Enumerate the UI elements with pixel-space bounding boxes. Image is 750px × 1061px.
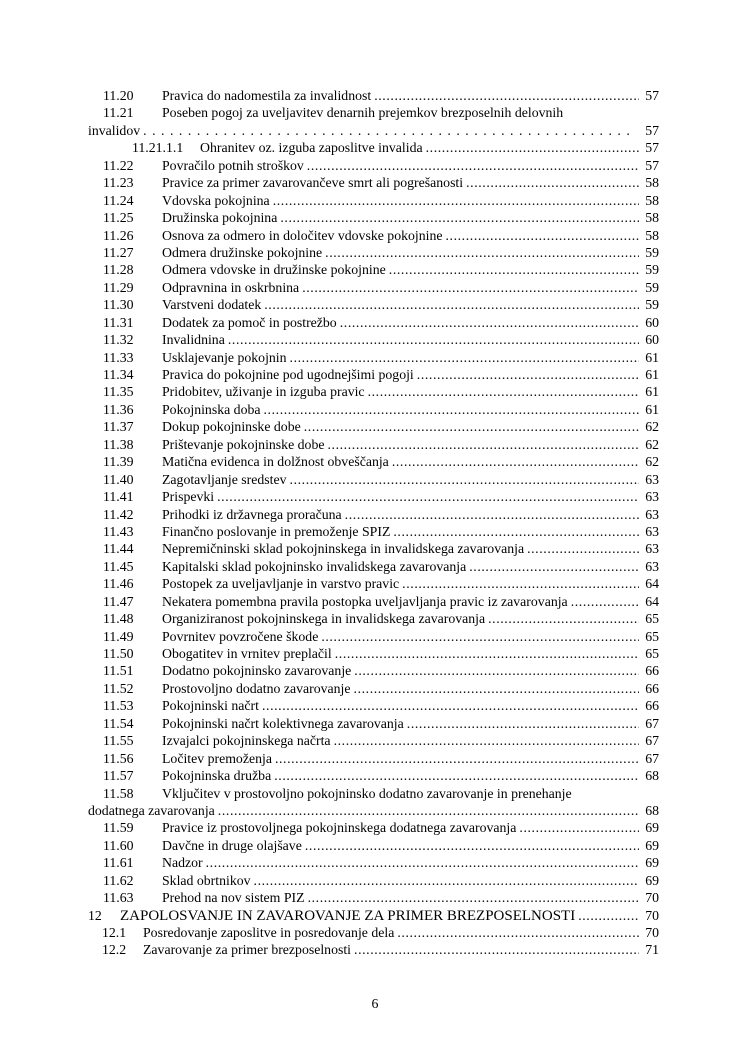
toc-entry-title: Pravica do nadomestila za invalidnost [162,88,372,103]
dot-leader [426,139,639,156]
toc-entry-page: 67 [645,715,659,731]
toc-entry[interactable] [88,418,659,435]
toc-entry-page: 71 [645,942,659,958]
toc-entry-title: Dodatno pokojninsko zavarovanje [162,663,352,679]
toc-entry-title: Organiziranost pokojninskega in invalidskega zavarovanja [162,611,486,627]
dot-leader [290,349,639,366]
toc-entry-title: Osnova za odmero in določitev vdovske pokojnine [162,227,443,243]
dot-leader [321,628,639,645]
toc-entry[interactable] [88,523,659,540]
toc-entry[interactable] [88,453,659,470]
toc-entry[interactable] [88,122,659,139]
toc-entry-number: 11.54 [103,715,134,731]
toc-entry[interactable] [88,750,659,767]
dot-leader [345,506,639,523]
toc-entry-number: 11.50 [103,646,134,661]
toc-entry-number: 11.55 [103,733,134,749]
toc-entry-title: Finančno poslovanje in premoženje SPIZ [162,523,391,539]
toc-entry-title: Ohranitev oz. izguba zaposlitve invalida [200,140,423,156]
toc-entry-title: Pokojninska družba [162,768,272,784]
dot-leader [305,837,639,854]
dot-leader [578,907,639,924]
toc-entry-number: 12.2 [102,942,127,958]
toc-entry-page: 61 [645,349,659,365]
toc-entry-title: Povrnitev povzročene škode [162,628,319,644]
toc-entry[interactable] [88,680,659,697]
dot-leader [273,192,639,209]
toc-entry-page: 58 [645,227,659,243]
toc-entry-page: 57 [645,140,659,156]
toc-entry-title: ZAPOLOSVANJE IN ZAVAROVANJE ZA PRIMER BREZPOSELNOSTI [120,907,576,924]
dot-leader [445,227,639,244]
toc-entry-title: Pravice za primer zavarovančeve smrt ali pogrešanosti [162,175,464,191]
toc-entry[interactable] [88,785,659,802]
toc-entry-page: 63 [645,541,659,557]
toc-entry-number: 11.26 [103,227,134,243]
toc-entry[interactable] [88,227,659,244]
toc-entry-title: Dodatek za pomoč in postrežbo [162,314,337,330]
toc-entry-page: 66 [645,663,659,679]
toc-entry-page: 65 [645,611,659,627]
toc-entry-page: 60 [645,332,659,348]
toc-entry-page: 69 [645,820,659,836]
toc-entry-title: Zagotavljanje sredstev [162,471,287,487]
toc-entry-page: 59 [645,244,659,260]
toc-entry-title: Ločitev premoženja [162,750,272,766]
toc-entry-title: Usklajevanje pokojnin [162,349,287,365]
dot-leader [469,558,639,575]
toc-entry-page: 59 [645,262,659,278]
dot-leader [218,802,639,819]
dot-leader [354,941,639,958]
toc-entry-title: Prihodki iz državnega proračuna [162,506,342,522]
toc-entry-page: 63 [645,506,659,522]
dot-leader [519,819,639,836]
toc-entry[interactable] [88,802,659,819]
toc-entry[interactable] [88,488,659,505]
toc-entry-page: 59 [645,297,659,313]
toc-entry-page: 64 [645,593,659,609]
toc-entry-page: 70 [645,925,659,940]
toc-entry[interactable] [88,558,659,575]
toc-entry-title: Davčne in druge olajšave [162,837,302,853]
toc-entry-title: Dokup pokojninske dobe [162,419,301,435]
toc-entry-page: 58 [645,210,659,226]
toc-entry[interactable] [88,697,659,714]
toc-entry-page: 67 [645,750,659,766]
toc-entry-title: Invalidnina [162,332,225,348]
page-number: 6 [371,996,379,1011]
toc-entry-number: 11.29 [103,279,134,295]
toc-entry-number: 11.21 [103,105,134,121]
toc-entry-number: 11.20 [103,88,134,103]
dot-leader [274,767,639,784]
toc-entry[interactable] [88,366,659,383]
toc-entry[interactable] [88,732,659,749]
toc-entry-title: Pravice iz prostovoljnega pokojninskega dodatnega zavarovanja [162,820,517,836]
toc-entry-title: Pokojninska doba [162,401,261,417]
toc-entry[interactable] [88,436,659,453]
dot-leader [335,645,639,662]
toc-entry[interactable] [88,401,659,418]
dot-leader [374,87,639,104]
toc-entry-page: 61 [645,401,659,417]
toc-entry[interactable] [88,383,659,400]
dot-leader [264,296,639,313]
toc-entry-title: Prostovoljno dodatno zavarovanje [162,680,351,696]
toc-entry-page: 63 [645,523,659,539]
toc-entry[interactable] [88,819,659,836]
dot-leader [334,732,639,749]
toc-entry-number: 11.25 [103,210,134,226]
toc-entry-title: Pridobitev, uživanje in izguba pravic [162,384,365,400]
toc-entry-title: Povračilo potnih stroškov [162,157,304,173]
toc-entry-title: Pokojninski načrt kolektivnega zavarovanja [162,715,404,731]
dot-leader [290,471,639,488]
toc-entry-number: 11.39 [103,454,134,470]
toc-entry[interactable] [88,610,659,627]
toc-entry-number: 11.41 [103,489,134,505]
toc-entry-page: 68 [645,802,659,818]
toc-entry[interactable] [88,907,659,924]
toc-entry[interactable] [88,349,659,366]
toc-entry-page: 58 [645,192,659,208]
dot-leader [392,453,639,470]
toc-entry-page: 69 [645,855,659,871]
toc-entry-number: 11.61 [103,855,134,871]
dot-leader [466,174,639,191]
toc-entry-number: 11.62 [103,872,134,888]
dot-leader [264,401,640,418]
dot-leader [417,366,639,383]
toc-entry-title: Poseben pogoj za uveljavitev denarnih prejemkov brezposelnih delovnih [162,105,564,121]
toc-entry-number: 11.28 [103,262,134,278]
toc-entry[interactable] [88,279,659,296]
toc-entry-number: 11.63 [103,890,134,906]
toc-entry-title: Zavarovanje za primer brezposelnosti [143,942,352,958]
toc-entry-page: 69 [645,837,659,853]
toc-entry[interactable] [88,261,659,278]
toc-entry-number: 11.51 [103,663,134,679]
dot-leader [304,418,639,435]
toc-entry-page: 57 [645,122,659,138]
dot-leader [327,436,639,453]
toc-entry[interactable] [88,104,659,121]
toc-entry[interactable] [88,854,659,871]
toc-entry-title: Prispevki [162,489,215,505]
toc-entry[interactable] [88,314,659,331]
toc-entry-number: 11.57 [103,768,134,784]
toc-entry-title: Družinska pokojnina [162,210,278,226]
dot-leader [206,854,639,871]
toc-entry[interactable] [88,662,659,679]
toc-entry-title: Odpravnina in oskrbnina [162,279,300,295]
toc-entry-number: 11.24 [103,192,134,208]
toc-entry-page: 67 [645,733,659,749]
dot-leader [368,383,639,400]
dot-leader [325,244,639,261]
toc-entry-page: 59 [645,279,659,295]
toc-entry-title: invalidov [88,122,141,138]
dot-leader [527,540,639,557]
toc-entry-page: 63 [645,489,659,505]
toc-entry-number: 11.42 [103,506,134,522]
dot-leader [389,261,639,278]
toc-entry-number: 11.60 [103,837,134,853]
toc-entry-number: 11.40 [103,471,134,487]
dot-leader [340,314,639,331]
toc-entry-page: 58 [645,175,659,191]
toc-entry-number: 11.48 [103,611,134,627]
toc-entry-page: 70 [645,907,659,923]
toc-entry-number: 11.52 [103,680,134,696]
toc-entry-number: 11.32 [103,332,134,348]
dot-leader [393,523,639,540]
dot-leader [407,715,639,732]
toc-entry-number: 11.53 [103,698,134,714]
toc-entry-number: 11.22 [103,157,134,173]
toc-entry[interactable] [88,767,659,784]
dot-leader [143,122,629,139]
dot-leader [402,575,639,592]
toc-entry-page: 68 [645,768,659,784]
toc-entry-page: 60 [645,314,659,330]
toc-entry-number: 11.58 [103,785,134,801]
toc-entry-page: 61 [645,367,659,382]
toc-entry-page: 66 [645,680,659,696]
toc-entry-title: dodatnega zavarovanja [88,802,215,818]
toc-entry-number: 12.1 [102,925,127,940]
toc-entry-title: Pravica do pokojnine pod ugodnejšimi pogoji [162,367,414,382]
toc-entry-title: Prištevanje pokojninske dobe [162,436,325,452]
toc-entry-title: Nepremičninski sklad pokojninskega in invalidskega zavarovanja [162,541,525,557]
toc-entry-title: Vdovska pokojnina [162,192,270,208]
dot-leader [228,331,639,348]
toc-entry-page: 61 [645,384,659,400]
dot-leader [302,279,639,296]
toc-entry-title: Prehod na nov sistem PIZ [162,890,305,906]
toc-entry-title: Nekatera pomembna pravila postopka uveljavljanja pravic iz zavarovanja [162,593,568,609]
toc-entry-number: 11.45 [103,558,134,574]
toc-entry-title: Matična evidenca in dolžnost obveščanja [162,454,389,470]
toc-entry-number: 11.38 [103,436,134,452]
toc-entry-number: 11.43 [103,523,134,539]
dot-leader [308,889,639,906]
dot-leader [217,488,639,505]
toc-entry-number: 11.59 [103,820,134,836]
dot-leader [275,750,639,767]
dot-leader [354,662,639,679]
dot-leader [262,697,639,714]
page-footer [0,996,750,1012]
dot-leader [307,157,639,174]
toc-entry-number: 11.33 [103,349,134,365]
toc-entry[interactable] [88,157,659,174]
toc-entry-page: 65 [645,646,659,661]
toc-entry-page: 69 [645,872,659,888]
toc-entry[interactable] [88,209,659,226]
toc-entry-number: 11.36 [103,401,134,417]
toc-entry[interactable] [88,174,659,191]
toc-entry-title: Odmera družinske pokojnine [162,244,323,260]
toc-entry-number: 11.44 [103,541,134,557]
table-of-contents [88,87,659,959]
toc-entry-title: Pokojninski načrt [162,698,259,714]
toc-entry-number: 11.35 [103,384,134,400]
toc-entry-number: 11.30 [103,297,134,313]
toc-entry-number: 11.27 [103,244,134,260]
toc-entry-page: 64 [645,576,659,592]
toc-entry-page: 62 [645,454,659,470]
toc-entry-number: 11.23 [103,175,134,191]
dot-leader [280,209,639,226]
toc-entry-title: Odmera vdovske in družinske pokojnine [162,262,386,278]
toc-entry[interactable] [88,575,659,592]
toc-entry-page: 70 [645,890,659,906]
toc-entry-number: 12 [88,907,102,923]
toc-entry-title: Varstveni dodatek [162,297,262,313]
toc-entry-number: 11.37 [103,419,134,435]
toc-entry[interactable] [88,941,659,958]
toc-entry[interactable] [88,645,659,662]
toc-entry-title: Nadzor [162,855,203,871]
toc-entry-title: Vključitev v prostovoljno pokojninsko dodatno zavarovanje in prenehanje [162,785,572,801]
toc-entry[interactable] [88,296,659,313]
dot-leader [571,593,639,610]
toc-entry[interactable] [88,628,659,645]
toc-entry-title: Kapitalski sklad pokojninsko invalidskega zavarovanja [162,558,467,574]
toc-entry[interactable] [88,924,659,941]
toc-entry-page: 62 [645,419,659,435]
toc-entry-page: 63 [645,558,659,574]
toc-entry-title: Obogatitev in vrnitev preplačil [162,646,332,661]
toc-entry-number: 11.46 [103,576,134,592]
toc-entry[interactable] [88,540,659,557]
toc-entry[interactable] [88,471,659,488]
toc-entry-number: 11.49 [103,628,134,644]
toc-entry[interactable] [88,506,659,523]
toc-entry-title: Izvajalci pokojninskega načrta [162,733,331,749]
toc-entry[interactable] [88,837,659,854]
toc-entry[interactable] [88,139,659,156]
toc-entry-page: 57 [645,88,659,103]
dot-leader [488,610,639,627]
toc-entry[interactable] [88,889,659,906]
toc-entry-number: 11.34 [103,367,134,382]
dot-leader [254,872,639,889]
toc-entry-title: Postopek za uveljavljanje in varstvo pravic [162,576,400,592]
toc-entry[interactable] [88,872,659,889]
toc-entry-page: 63 [645,471,659,487]
toc-entry[interactable] [88,87,659,104]
toc-entry-number: 11.21.1.1 [132,140,184,156]
toc-entry[interactable] [88,715,659,732]
toc-entry-number: 11.56 [103,750,134,766]
toc-entry-page: 65 [645,628,659,644]
toc-entry-number: 11.31 [103,314,134,330]
toc-entry[interactable] [88,192,659,209]
toc-entry[interactable] [88,331,659,348]
toc-entry-title: Posredovanje zaposlitve in posredovanje dela [143,925,395,940]
toc-entry[interactable] [88,593,659,610]
toc-entry-page: 62 [645,436,659,452]
toc-entry-page: 57 [645,157,659,173]
toc-entry-number: 11.47 [103,593,134,609]
dot-leader [354,680,639,697]
toc-entry-title: Sklad obrtnikov [162,872,251,888]
toc-entry[interactable] [88,244,659,261]
toc-entry-page: 66 [645,698,659,714]
dot-leader [397,924,639,941]
